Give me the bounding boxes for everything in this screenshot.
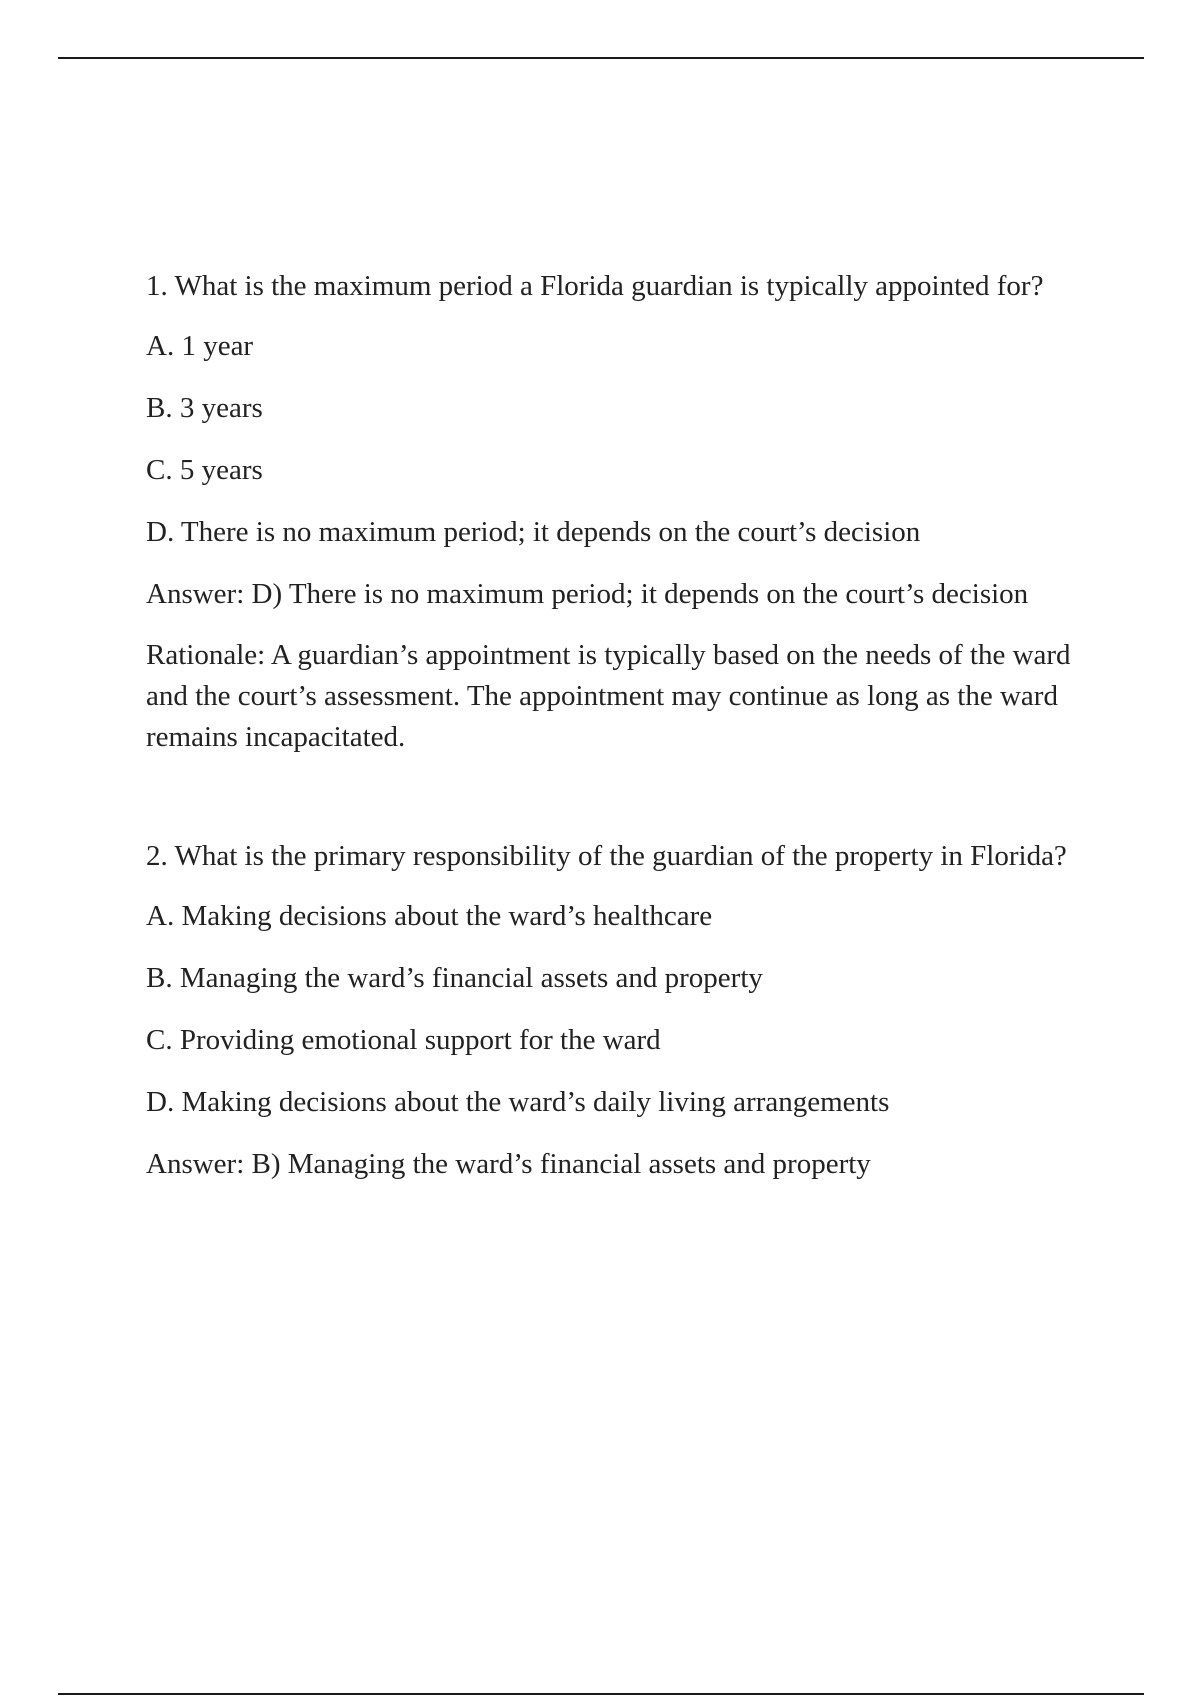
rationale-text: Rationale: A guardian’s appointment is typically based on the needs of the ward and the court’s assessment. The appointment may continue as long as the ward remains incapacitated.	[146, 639, 1071, 753]
option-a: A. 1 year	[146, 330, 254, 362]
option-d: D. There is no maximum period; it depends on the court’s decision	[146, 516, 921, 548]
option-a: A. Making decisions about the ward’s healthcare	[146, 900, 713, 932]
question-text: 2. What is the primary responsibility of the guardian of the property in Florida?	[146, 840, 1067, 872]
header-rule	[58, 57, 1144, 59]
footer-rule	[58, 1693, 1144, 1695]
option-d: D. Making decisions about the ward’s daily living arrangements	[146, 1086, 890, 1118]
answer-text: Answer: B) Managing the ward’s financial assets and property	[146, 1148, 871, 1180]
answer-text: Answer: D) There is no maximum period; it depends on the court’s decision	[146, 578, 1029, 610]
question-block-1	[146, 266, 1096, 758]
document-body	[146, 266, 1096, 1205]
question-block-2	[146, 836, 1096, 1185]
question-text: 1. What is the maximum period a Florida guardian is typically appointed for?	[146, 270, 1044, 302]
option-c: C. Providing emotional support for the ward	[146, 1024, 661, 1056]
option-b: B. Managing the ward’s financial assets and property	[146, 962, 763, 994]
option-c: C. 5 years	[146, 454, 263, 486]
option-b: B. 3 years	[146, 392, 263, 424]
